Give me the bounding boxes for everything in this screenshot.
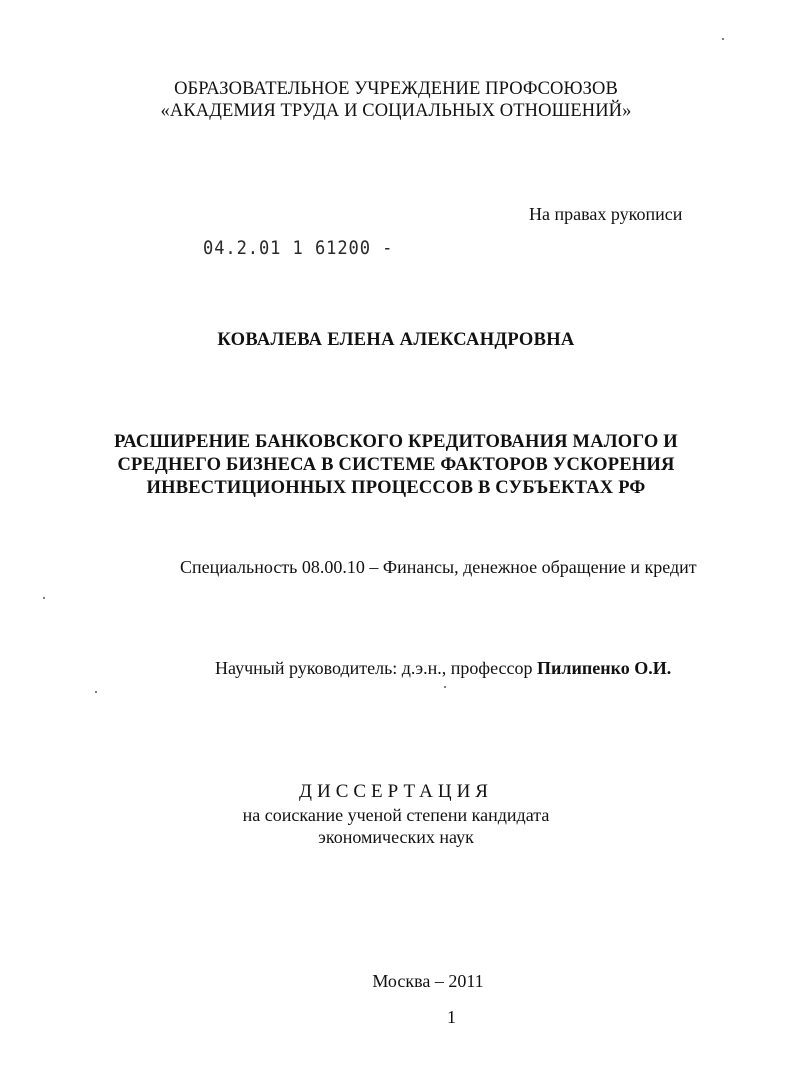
scan-speck	[95, 691, 97, 693]
organization-name-line-1: ОБРАЗОВАТЕЛЬНОЕ УЧРЕЖДЕНИЕ ПРОФСОЮЗОВ	[174, 79, 618, 99]
specialty-line: Специальность 08.00.10 – Финансы, денежное обращение и кредит	[180, 557, 697, 577]
supervisor-name: Пилипенко О.И.	[537, 658, 672, 678]
degree-line-2: экономических наук	[318, 827, 474, 847]
degree-line-1: на соискание ученой степени кандидата	[242, 805, 550, 825]
scan-speck	[722, 38, 724, 40]
supervisor-label: Научный руководитель: д.э.н., профессор	[215, 658, 538, 678]
title-line-1: РАСШИРЕНИЕ БАНКОВСКОГО КРЕДИТОВАНИЯ МАЛОГО И	[114, 432, 678, 452]
organization-name-line-2: «АКАДЕМИЯ ТРУДА И СОЦИАЛЬНЫХ ОТНОШЕНИЙ»	[160, 101, 632, 121]
registration-number-stamp: 04.2.01 1 61200 -	[203, 237, 394, 259]
scan-speck	[444, 686, 446, 688]
scan-speck	[43, 597, 45, 599]
work-type-heading: ДИССЕРТАЦИЯ	[299, 781, 493, 802]
author-name: КОВАЛЕВА ЕЛЕНА АЛЕКСАНДРОВНА	[217, 330, 575, 350]
title-line-2: СРЕДНЕГО БИЗНЕСА В СИСТЕМЕ ФАКТОРОВ УСКОРЕНИЯ	[117, 455, 675, 475]
manuscript-rights-note: На правах рукописи	[529, 204, 683, 224]
page-number: 1	[447, 1007, 456, 1027]
supervisor-line	[215, 657, 671, 679]
title-line-3: ИНВЕСТИЦИОННЫХ ПРОЦЕССОВ В СУБЪЕКТАХ РФ	[146, 478, 646, 498]
place-and-year: Москва – 2011	[372, 971, 484, 991]
